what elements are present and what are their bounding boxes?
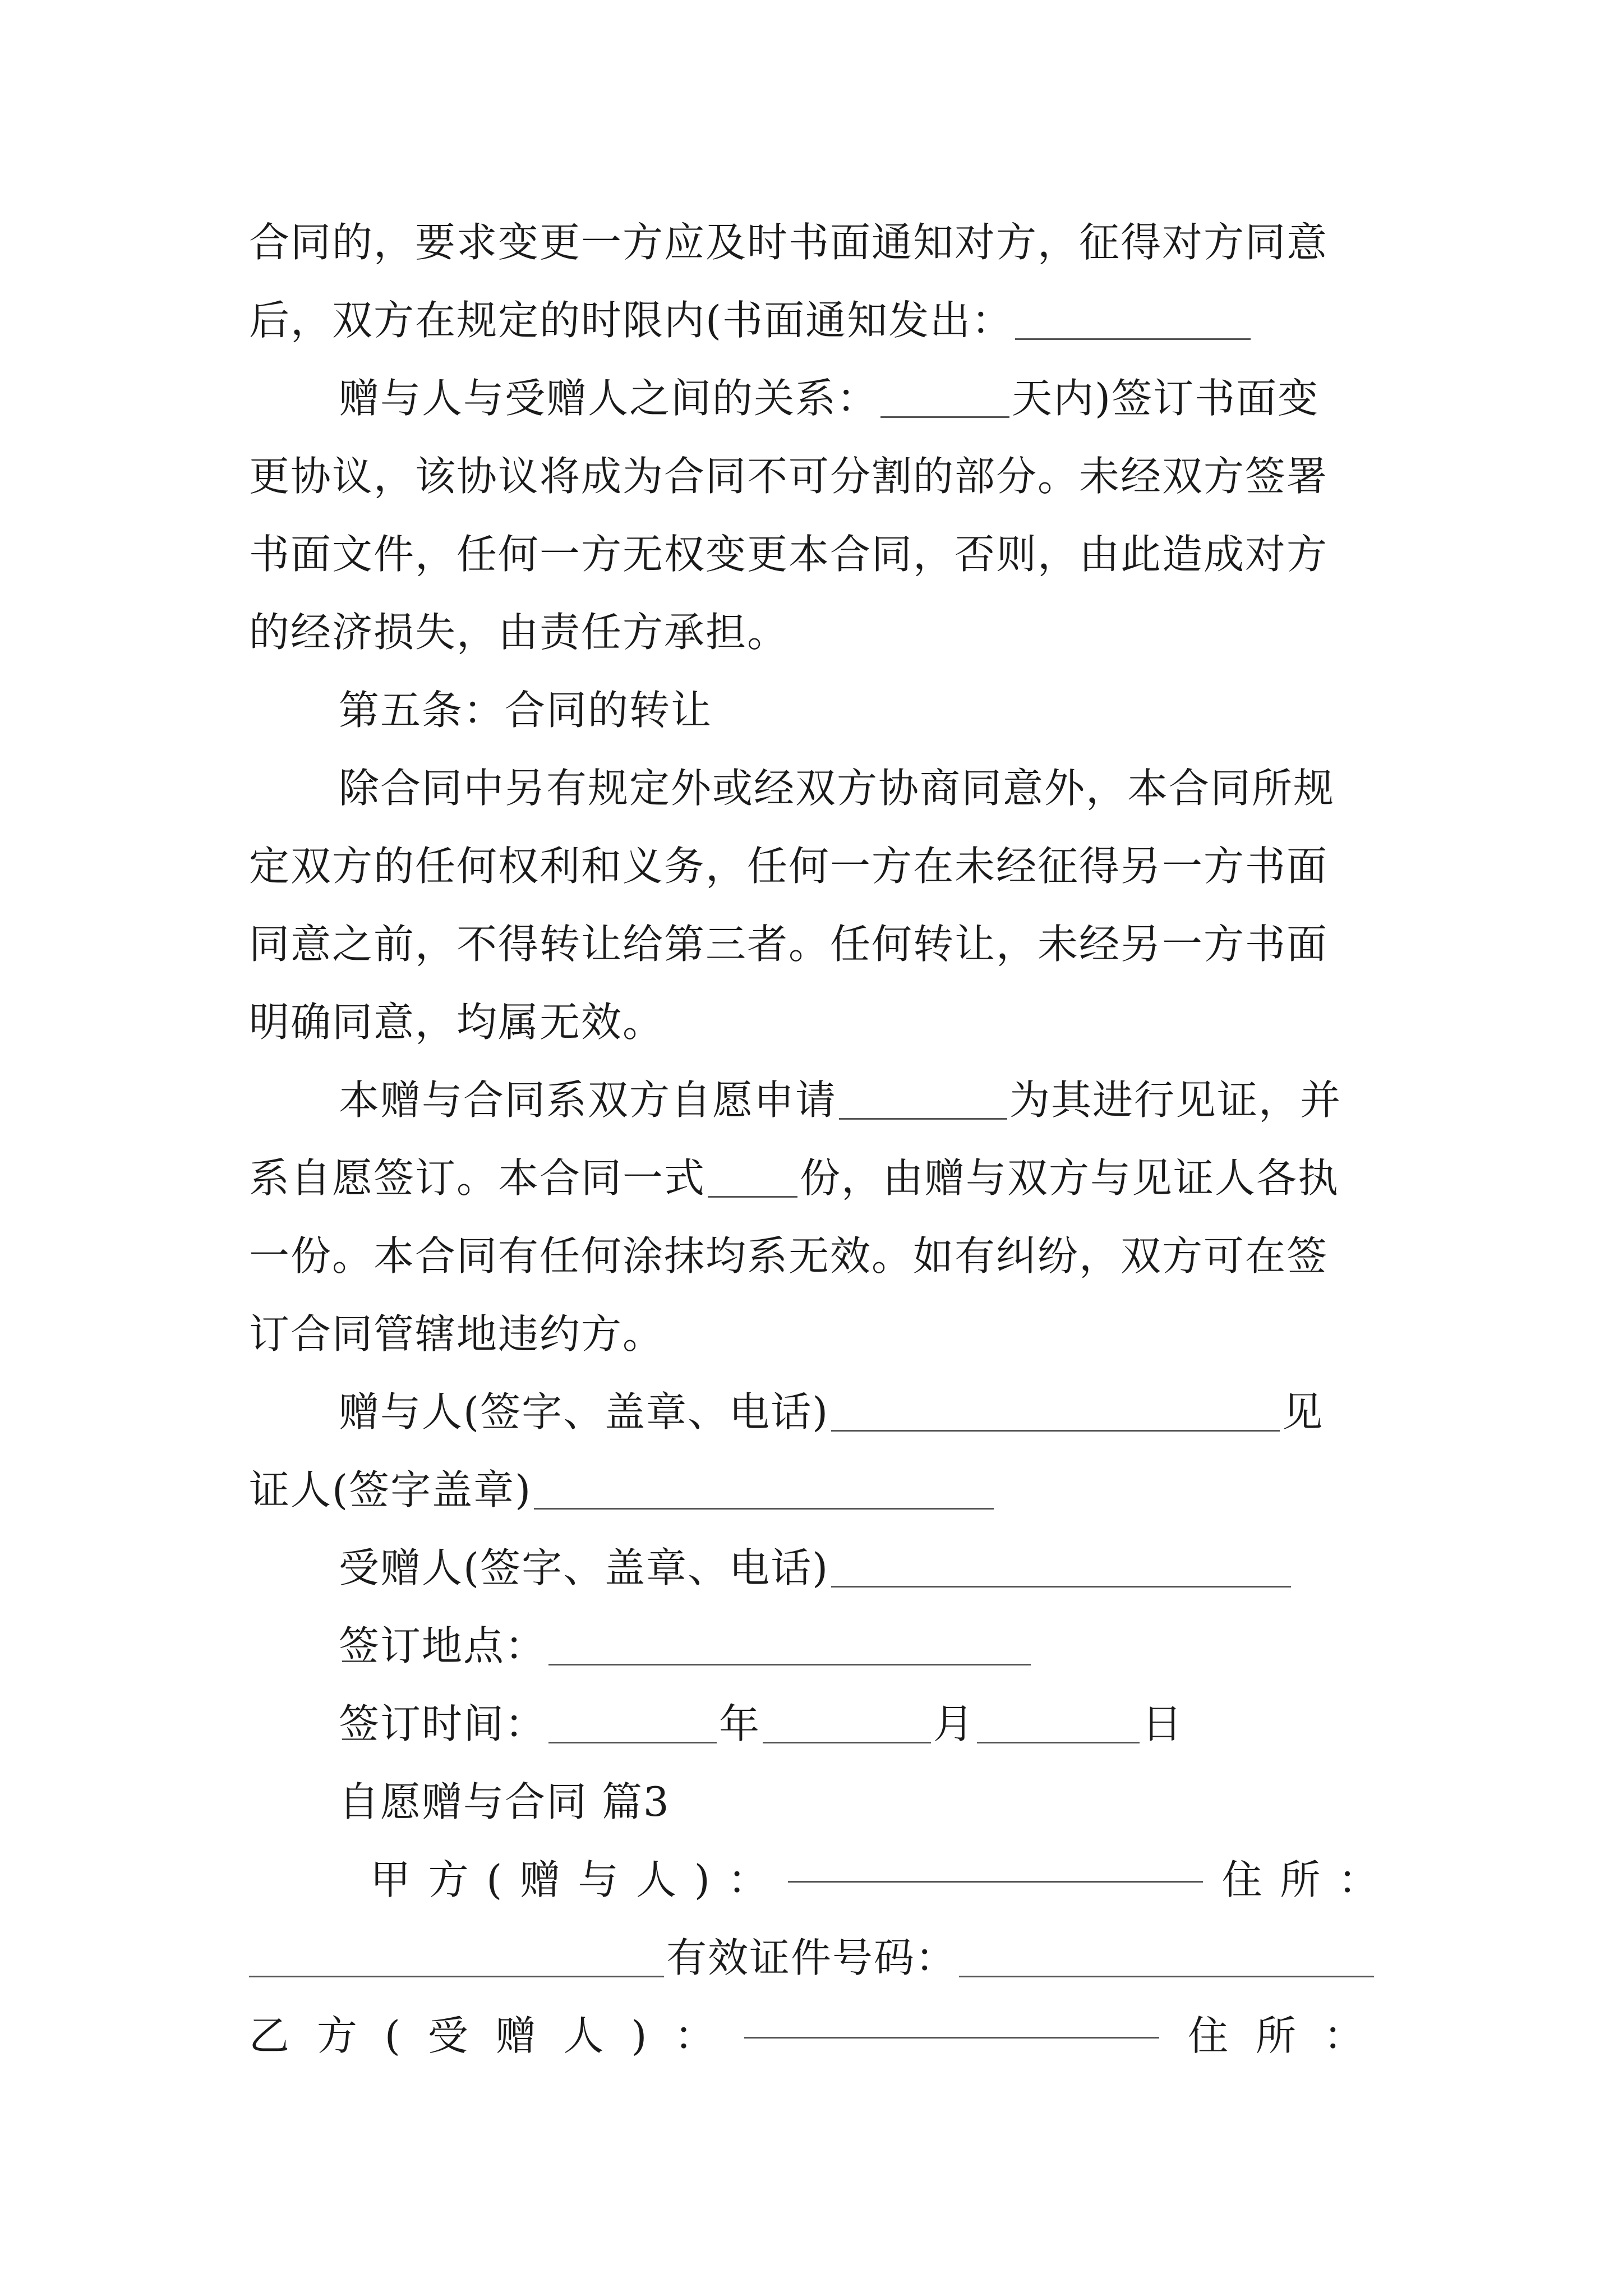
sign-time-line xyxy=(339,1685,1382,1763)
fill-blank[interactable] xyxy=(1015,298,1251,340)
donor-signature-blank[interactable] xyxy=(831,1389,1280,1432)
paragraph-3-line-1 xyxy=(339,749,1382,827)
text: ) xyxy=(631,2012,648,2059)
fill-blank[interactable] xyxy=(839,1078,1007,1120)
party-b-name-blank[interactable] xyxy=(744,1996,1159,2039)
sign-place-line xyxy=(339,1607,1382,1685)
text: 系自愿签订。本合同一式 xyxy=(249,1154,706,1202)
text: 年 xyxy=(719,1700,761,1747)
text: 签订时间： xyxy=(339,1700,547,1747)
text: ( xyxy=(486,1856,504,1903)
text: 证人(签字盖章) xyxy=(249,1466,532,1513)
paragraph-2-line-4 xyxy=(249,593,1382,671)
text: 月 xyxy=(933,1700,975,1747)
party-b-line xyxy=(249,1996,1365,2075)
paragraph-4-line-2 xyxy=(249,1139,1382,1217)
text: 甲 xyxy=(370,1856,412,1903)
witness-signature-blank[interactable] xyxy=(534,1467,994,1510)
paragraph-2-line-3 xyxy=(249,515,1382,593)
fill-blank[interactable] xyxy=(880,376,1009,418)
party-a-name-blank[interactable] xyxy=(788,1841,1203,1883)
donee-signature-line xyxy=(339,1529,1382,1607)
text: 明确同意，均属无效。 xyxy=(249,999,665,1046)
text: 住 xyxy=(1188,2012,1230,2059)
text: ) xyxy=(694,1856,711,1903)
party-a-line xyxy=(370,1841,1380,1919)
paragraph-1-line-2 xyxy=(249,281,1382,360)
text: 合同的，要求变更一方应及时书面通知对方，征得对方同意 xyxy=(249,219,1329,266)
text: 赠与人(签字、盖章、电话) xyxy=(339,1388,829,1435)
text: 所 xyxy=(1256,2012,1298,2059)
text: ： xyxy=(1338,1856,1380,1903)
text: 第五条：合同的转让 xyxy=(339,687,713,734)
text: 人 xyxy=(563,2012,605,2059)
text: ： xyxy=(1323,2012,1365,2059)
text: ( xyxy=(384,2012,402,2059)
text: 受赠人(签字、盖章、电话) xyxy=(339,1544,829,1591)
paragraph-4-line-4 xyxy=(249,1295,1382,1373)
text: ： xyxy=(727,1856,769,1903)
text: 书面文件，任何一方无权变更本合同，否则，由此造成对方 xyxy=(249,531,1329,578)
text: 有效证件号码： xyxy=(666,1934,957,1981)
text: 赠 xyxy=(519,1856,561,1903)
year-blank[interactable] xyxy=(548,1701,717,1743)
text: 的经济损失，由责任方承担。 xyxy=(249,609,789,656)
paragraph-2-line-1 xyxy=(339,359,1382,438)
text: 本赠与合同系双方自愿申请 xyxy=(339,1076,837,1124)
paragraph-3-line-3 xyxy=(249,905,1382,983)
text: 除合同中另有规定外或经双方协商同意外，本合同所规 xyxy=(339,765,1335,812)
day-blank[interactable] xyxy=(977,1701,1140,1743)
party-a-id-blank[interactable] xyxy=(959,1935,1374,1977)
text: 同意之前，不得转让给第三者。任何转让，未经另一方书面 xyxy=(249,921,1329,968)
paragraph-4-line-1 xyxy=(339,1061,1382,1139)
paragraph-4-line-3 xyxy=(249,1217,1382,1295)
text: 份，由赠与双方与见证人各执 xyxy=(800,1154,1340,1202)
month-blank[interactable] xyxy=(763,1701,931,1743)
text: 见 xyxy=(1282,1388,1324,1435)
text: 签订地点： xyxy=(339,1622,547,1669)
text: ： xyxy=(674,2012,716,2059)
text: 后，双方在规定的时限内(书面通知发出： xyxy=(249,297,1013,344)
section-title xyxy=(339,1763,1382,1841)
text: 更协议，该协议将成为合同不可分割的部分。未经双方签署 xyxy=(249,453,1329,500)
text: 所 xyxy=(1280,1856,1322,1903)
paragraph-2-line-2 xyxy=(249,437,1382,516)
witness-signature-line xyxy=(249,1451,1382,1529)
paragraph-3-line-4 xyxy=(249,983,1382,1061)
donee-signature-blank[interactable] xyxy=(831,1545,1291,1588)
text: 方 xyxy=(316,2012,358,2059)
party-a-id-line xyxy=(249,1918,1382,1997)
donor-signature-line xyxy=(339,1373,1382,1451)
text: 天内)签订书面变 xyxy=(1012,375,1320,422)
text: 一份。本合同有任何涂抹均系无效。如有纠纷，双方可在签 xyxy=(249,1232,1329,1280)
paragraph-1-line-1 xyxy=(249,203,1382,282)
text: 赠与人与受赠人之间的关系： xyxy=(339,375,879,422)
sign-place-blank[interactable] xyxy=(548,1623,1031,1665)
text: 自愿赠与合同 篇3 xyxy=(339,1778,670,1825)
text: 赠 xyxy=(495,2012,537,2059)
text: 为其进行见证，并 xyxy=(1009,1076,1342,1124)
fill-blank[interactable] xyxy=(708,1156,797,1198)
text: 住 xyxy=(1221,1856,1264,1903)
text: 人 xyxy=(636,1856,678,1903)
text: 定双方的任何权利和义务，任何一方在未经征得另一方书面 xyxy=(249,843,1329,890)
text: 日 xyxy=(1142,1700,1184,1747)
text: 乙 xyxy=(249,2012,291,2059)
party-a-residence-blank[interactable] xyxy=(249,1935,664,1977)
text: 受 xyxy=(427,2012,469,2059)
article-5-heading xyxy=(339,671,1382,749)
text: 订合同管辖地违约方。 xyxy=(249,1310,665,1358)
text: 方 xyxy=(428,1856,470,1903)
text: 与 xyxy=(578,1856,620,1903)
paragraph-3-line-2 xyxy=(249,827,1382,905)
